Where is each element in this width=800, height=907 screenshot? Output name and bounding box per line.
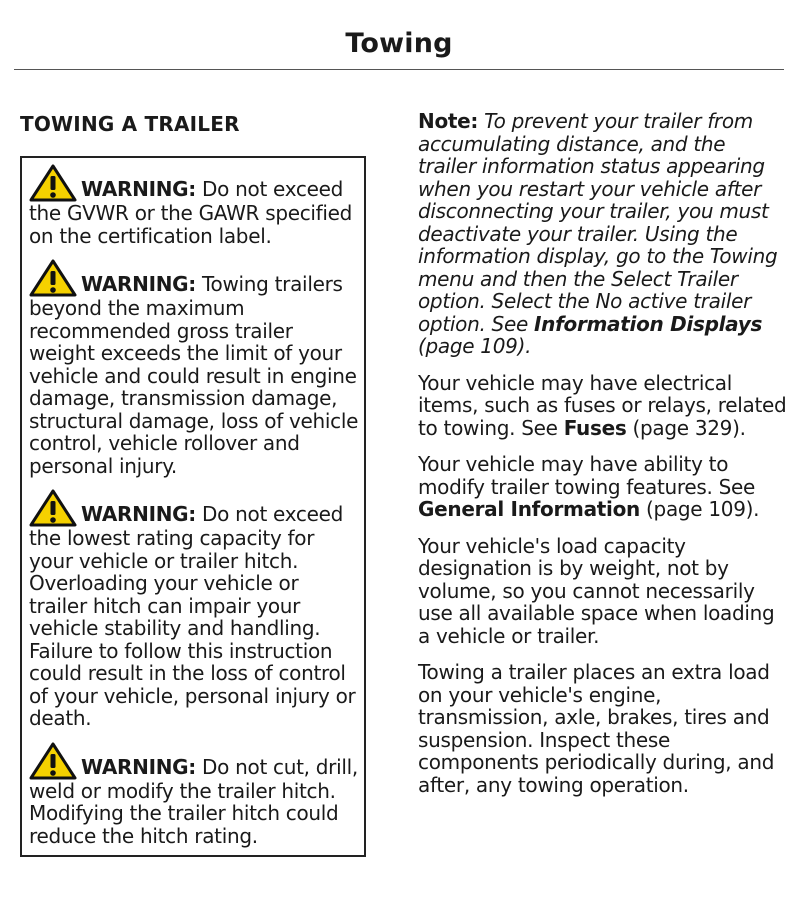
warning-text: Do not exceed the lowest rating capacity for your vehicle or trailer hitch. Overloading your vehicle or trailer hitch can impair your vehicle stability and handling. Failure to follow this instruction could result in the loss of control of your vehicle, personal injury or death. [29,502,356,730]
page-reference: (page 329). [626,415,746,440]
warning-3 [29,489,360,730]
warning-text: Do not exceed the GVWR or the GAWR specified on the certification label. [29,177,353,248]
warning-label: WARNING: [81,272,196,296]
warning-label: WARNING: [81,177,196,201]
note-text: To prevent your trailer from accumulating distance, and the trailer information status appearing when you restart your vehicle after disconnecting your trailer, you must deactivate your trailer. Using the information display, go to the Towing menu and then the Select Trailer option. Select the No active trailer option. See [418,109,778,336]
paragraph-towing-load: Towing a trailer places an extra load on your vehicle's engine, transmission, axle, brakes, tires and suspension. Inspect these components periodically during, and after, any towing operation. [418,660,775,797]
page-reference: (page 109). [639,497,760,521]
warning-text: Towing trailers beyond the maximum recommended gross trailer weight exceeds the limit of your vehicle and could result in engine damage, transmission damage, structural damage, loss of vehicle control, vehicle rollover and personal injury. [29,272,359,478]
warning-1 [29,164,360,247]
paragraph-text: Your vehicle may have electrical items, such as fuses or relays, related to towing. See [418,370,787,440]
warning-triangle-icon [29,259,77,297]
warning-2 [29,259,360,477]
warning-label: WARNING: [81,754,196,779]
note-paragraph [418,110,788,358]
warning-label: WARNING: [81,502,196,526]
page-title: Towing [14,28,784,70]
warning-triangle-icon [29,489,77,527]
cross-reference-link[interactable]: Fuses [563,415,627,440]
warning-triangle-icon [29,742,77,780]
left-column [20,112,380,857]
paragraph-text: Your vehicle may have ability to modify trailer towing features. See [418,452,756,499]
note-label: Note: [418,109,479,133]
warning-box [20,156,366,857]
warning-4 [29,742,360,848]
cross-reference-link[interactable]: General Information [418,497,640,521]
right-column [418,110,788,810]
page-reference: (page 109). [418,334,532,358]
paragraph-towing-features [418,453,788,521]
cross-reference-link[interactable]: Information Displays [534,311,763,336]
paragraph-fuses [418,372,788,440]
paragraph-load-capacity: Your vehicle's load capacity designation is by weight, not by volume, so you cannot necessarily use all available space when loading a vehicle or trailer. [418,533,775,648]
warning-text: Do not cut, drill, weld or modify the trailer hitch. Modifying the trailer hitch could reduce the hitch rating. [29,754,358,848]
section-heading: TOWING A TRAILER [20,112,240,136]
warning-triangle-icon [29,164,77,202]
